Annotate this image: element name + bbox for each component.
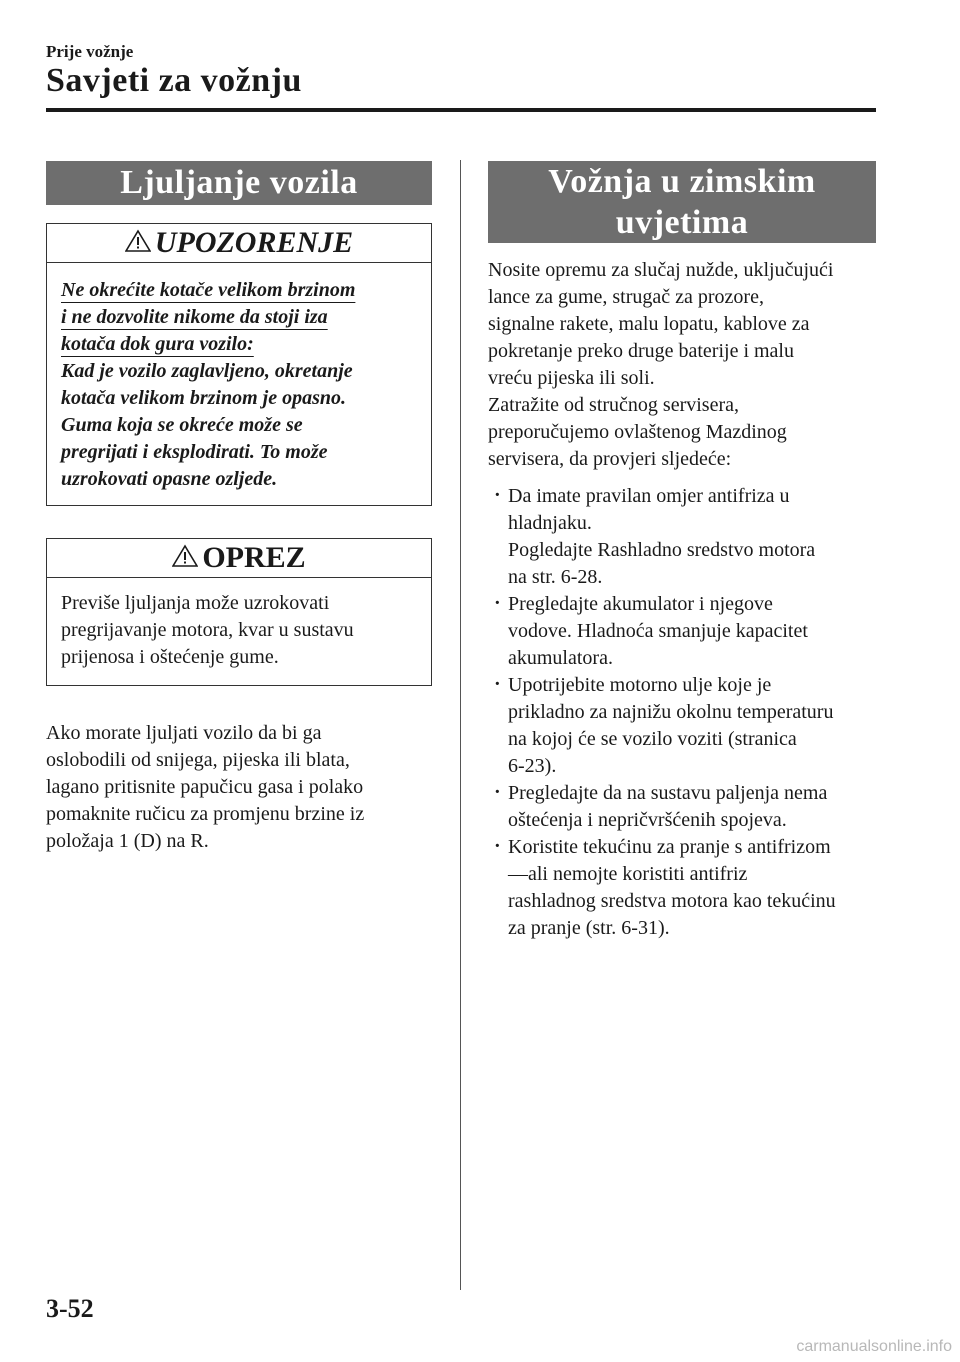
caution-line: Previše ljuljanja može uzrokovati	[61, 592, 330, 614]
list-line: · Pregledajte akumulator i njegove	[508, 593, 773, 615]
warning-line: i ne dozvolite nikome da stoji iza	[61, 306, 328, 328]
warning-text	[47, 263, 431, 505]
list-line: Pogledajte Rashladno sredstvo motora	[508, 539, 816, 561]
warning-triangle-icon	[125, 229, 151, 253]
section-title: Savjeti za vožnju	[46, 62, 302, 99]
warning-triangle-icon	[172, 544, 198, 568]
page-number: 3-52	[46, 1294, 94, 1323]
list-item	[488, 780, 876, 834]
list-line: · Pregledajte da na sustavu paljenja nema	[508, 782, 828, 804]
list-line: rashladnog sredstva motora kao tekućinu	[508, 890, 836, 912]
list-line: za pranje (str. 6-31).	[508, 917, 670, 939]
paragraph-line: Ako morate ljuljati vozilo da bi ga	[46, 722, 322, 744]
chapter-label: Prije vožnje	[46, 42, 134, 61]
caution-text	[47, 578, 431, 685]
winter-paragraph	[488, 257, 876, 473]
warning-label: UPOZORENJE	[154, 226, 354, 259]
list-line: akumulatora.	[508, 647, 613, 669]
list-line: na kojoj će se vozilo voziti (stranica	[508, 728, 797, 750]
right-column	[488, 161, 876, 942]
list-item	[488, 591, 876, 672]
list-line: 6-23).	[508, 755, 557, 777]
warning-header	[47, 224, 431, 263]
caution-line: pregrijavanje motora, kvar u sustavu	[61, 619, 354, 641]
list-item	[488, 834, 876, 942]
list-line: oštećenja i nepričvršćenih spojeva.	[508, 809, 787, 831]
title-line: Vožnja u zimskim	[548, 163, 816, 200]
list-line: —ali nemojte koristiti antifriz	[508, 863, 748, 885]
rocking-title: Ljuljanje vozila	[46, 161, 432, 205]
list-line: · Koristite tekućinu za pranje s antifrizom	[508, 836, 831, 858]
left-column	[46, 161, 432, 855]
paragraph-line: pokretanje preko druge baterije i malu	[488, 340, 794, 362]
paragraph-line: signalne rakete, malu lopatu, kablove za	[488, 313, 810, 335]
warning-line: Guma koja se okreće može se	[61, 414, 303, 436]
caution-header	[47, 539, 431, 578]
caution-box	[46, 538, 432, 686]
list-item	[488, 483, 876, 591]
list-item	[488, 672, 876, 780]
list-line: prikladno za najnižu okolnu temperaturu	[508, 701, 834, 723]
paragraph-line: oslobodili od snijega, pijeska ili blata,	[46, 749, 350, 771]
list-line: hladnjaku.	[508, 512, 592, 534]
warning-line: kotača velikom brzinom je opasno.	[61, 387, 346, 409]
winter-driving-title	[488, 161, 876, 243]
list-line: na str. 6-28.	[508, 566, 603, 588]
list-line: · Da imate pravilan omjer antifriza u	[508, 485, 790, 507]
paragraph-line: Nosite opremu za slučaj nužde, uključujući	[488, 259, 834, 281]
warning-line: uzrokovati opasne ozljede.	[61, 468, 278, 490]
warning-line: Kad je vozilo zaglavljeno, okretanje	[61, 360, 353, 382]
caution-line: prijenosa i oštećenje gume.	[61, 646, 279, 668]
paragraph-line: lagano pritisnite papučicu gasa i polako	[46, 776, 364, 798]
paragraph-line: Zatražite od stručnog servisera,	[488, 394, 740, 416]
list-line: · Upotrijebite motorno ulje koje je	[508, 674, 772, 696]
paragraph-line: servisera, da provjeri sljedeće:	[488, 448, 732, 470]
paragraph-line: lance za gume, strugač za prozore,	[488, 286, 764, 308]
header-rule	[46, 108, 876, 112]
warning-line: kotača dok gura vozilo:	[61, 333, 254, 355]
warning-line: Ne okrećite kotače velikom brzinom	[61, 279, 356, 301]
warning-line: pregrijati i eksplodirati. To može	[61, 441, 328, 463]
paragraph-line: preporučujemo ovlaštenog Mazdinog	[488, 421, 787, 443]
list-line: vodove. Hladnoća smanjuje kapacitet	[508, 620, 808, 642]
column-divider	[460, 160, 461, 1290]
paragraph-line: vreću pijeska ili soli.	[488, 367, 655, 389]
paragraph-line: položaja 1 (D) na R.	[46, 830, 209, 852]
paragraph-line: pomaknite ručicu za promjenu brzine iz	[46, 803, 365, 825]
warning-box	[46, 223, 432, 506]
rocking-paragraph	[46, 720, 432, 855]
checklist	[488, 483, 876, 942]
title-line: uvjetima	[615, 204, 749, 241]
watermark: carmanualsonline.info	[796, 1338, 952, 1355]
caution-label: OPREZ	[202, 541, 306, 574]
